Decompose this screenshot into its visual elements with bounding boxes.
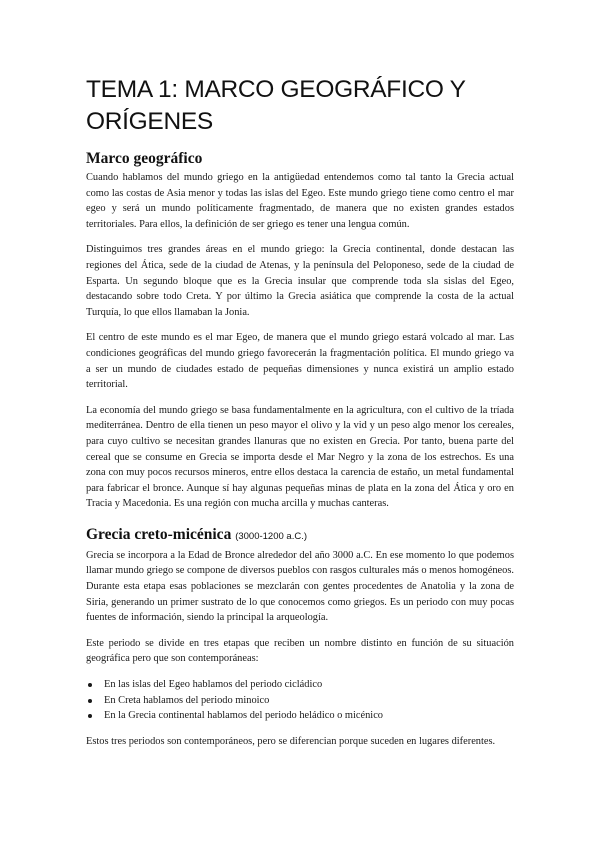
paragraph: La economía del mundo griego se basa fundamentalmente en la agricultura, con el cultivo de la tríada mediterránea. Dentro de ella tienen un peso mayor el olivo y la vid y un peso algo menor los cereales, para cuyo cultivo se necesitan grandes llanuras que no existen en Grecia. Por tanto, buena parte del cereal que se consume en Grecia se importa desde el Mar Negro y la zona de los estrechos. Es una zona con muy pocos recursos mineros, entre ellos destaca la carencia de estaño, un metal fundamental para fabricar el bronce. Aunque sí hay algunas pequeñas minas de plata en la zona del Ática y oro en Tracia y Macedonia. Es una región con mucha arcilla y muchas canteras. xyxy=(86,404,514,510)
section-heading-text: Grecia creto-micénica xyxy=(86,525,232,543)
list-item: En las islas del Egeo hablamos del periodo cicládico xyxy=(86,677,514,693)
section-heading: Marco geográfico xyxy=(86,150,203,167)
paragraph: Estos tres periodos son contemporáneos, pero se diferencian porque suceden en lugares diferentes. xyxy=(86,735,496,747)
bullet-list xyxy=(86,677,514,724)
section-grecia-creto-micenica xyxy=(86,526,514,750)
paragraph: Grecia se incorpora a la Edad de Bronce alrededor del año 3000 a.C. En ese momento lo que podemos llamar mundo griego se compone de diversos pueblos con rasgos culturales más o menos homogéneos. Durante esta etapa esas poblaciones se mezclarán con gentes procedentes de Anatolia y la zona de Siria, generando un primer sustrato de lo que conocemos como griegos. Es un periodo con muy pocas fuentes de información, siendo la principal la arqueología. xyxy=(86,549,514,624)
list-item: En Creta hablamos del periodo minoico xyxy=(86,693,514,709)
page-title: TEMA 1: MARCO GEOGRÁFICO Y ORÍGENES xyxy=(86,76,466,135)
paragraph: El centro de este mundo es el mar Egeo, de manera que el mundo griego estará volcado al mar. Las condiciones geográficas del mundo griego favorecerán la fragmentación política. El mundo griego va a ser un mundo de ciudades estado de pequeñas dimensiones y nunca existirá un amplio estado territorial. xyxy=(86,332,514,391)
paragraph: Distinguimos tres grandes áreas en el mundo griego: la Grecia continental, donde destacan las regiones del Ática, sede de la ciudad de Atenas, y la península del Peloponeso, sede de la ciudad de Esparta. Un segundo bloque que es la Grecia insular que comprende toda sla sislas del Egeo, destacando sobre todo Creta. Y por último la Grecia asiática que comprende la costa de la actual Turquía, lo que ellos llamaban la Jonia. xyxy=(86,244,514,318)
paragraph: Este periodo se divide en tres etapas que reciben un nombre distinto en función de su situación geográfica pero que son contemporáneas: xyxy=(86,637,514,665)
section-heading xyxy=(86,526,514,546)
section-marco-geografico xyxy=(86,150,514,512)
section-dates: (3000-1200 a.C.) xyxy=(235,530,308,542)
paragraph: Cuando hablamos del mundo griego en la antigüedad entendemos como tal tanto la Grecia actual como las costas de Asia menor y todas las islas del Egeo. Este mundo griego tiene como centro el mar egeo y será un mundo políticamente fragmentado, de manera que no existen grandes estados territoriales. Para ellos, la definición de ser griego es tener una lengua común. xyxy=(86,172,514,230)
document-page xyxy=(86,74,514,759)
list-item: En la Grecia continental hablamos del periodo heládico o micénico xyxy=(86,708,514,724)
